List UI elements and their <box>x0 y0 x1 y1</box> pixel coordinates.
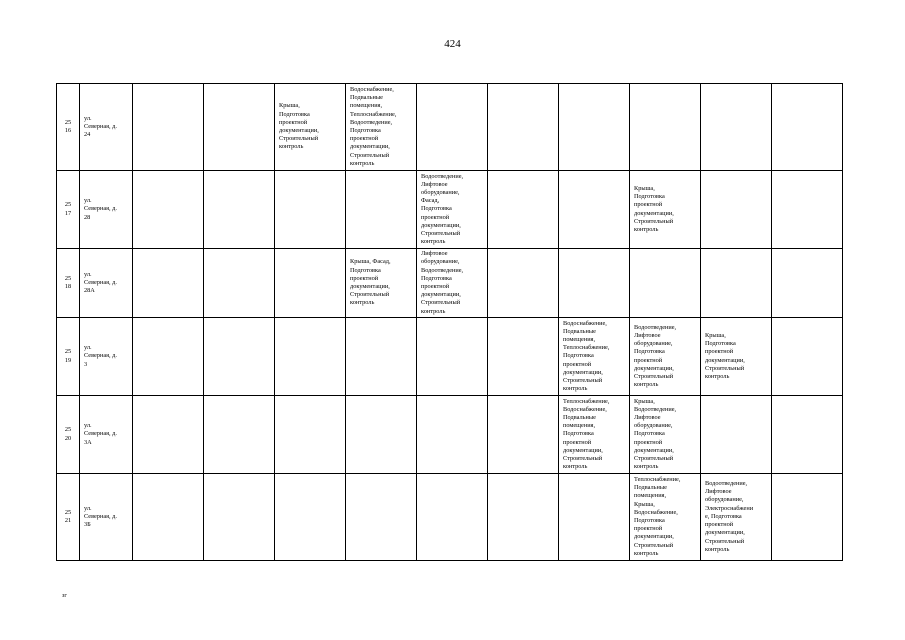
row-number-cell <box>57 474 80 561</box>
row-number-cell <box>57 318 80 396</box>
row-number: 25 21 <box>64 508 72 524</box>
row-number: 25 17 <box>64 201 72 217</box>
address-text: ул. Северная, д. 24 <box>84 114 117 139</box>
works-cell <box>133 84 204 171</box>
works-text: Крыша, Фасад, Подготовка проектной документации, Строительный контроль <box>350 258 391 307</box>
works-cell <box>772 249 843 318</box>
works-cell <box>417 396 488 474</box>
address-cell <box>80 474 133 561</box>
table-row <box>57 249 843 318</box>
address-cell <box>80 318 133 396</box>
works-cell <box>133 396 204 474</box>
works-cell <box>204 249 275 318</box>
works-cell <box>701 318 772 396</box>
address-cell <box>80 84 133 171</box>
works-cell <box>701 171 772 249</box>
table-row <box>57 396 843 474</box>
works-cell <box>275 318 346 396</box>
works-cell <box>133 318 204 396</box>
address-text: ул. Северная, д. 28 <box>84 197 117 221</box>
address-text: ул. Северная, д. 28А <box>84 270 117 295</box>
works-cell <box>133 249 204 318</box>
works-cell <box>346 474 417 561</box>
works-cell <box>275 396 346 474</box>
address-text: ул. Северная, д. 3А <box>84 422 117 446</box>
works-cell <box>701 474 772 561</box>
works-cell <box>346 318 417 396</box>
works-cell <box>488 474 559 561</box>
works-text: Теплоснабжение, Подвальные помещения, Крыша, Водоснабжение, Подготовка проектной документации, Строительный контроль <box>634 475 681 557</box>
works-cell <box>630 474 701 561</box>
works-cell <box>772 474 843 561</box>
works-cell <box>559 318 630 396</box>
works-text: Водоотведение, Лифтовое оборудование, Фасад, Подготовка проектной документации, Строительный контроль <box>421 172 464 246</box>
works-cell <box>630 171 701 249</box>
works-cell <box>346 171 417 249</box>
footer-note: зг <box>62 593 67 599</box>
works-cell <box>133 474 204 561</box>
works-cell <box>204 84 275 171</box>
works-cell <box>204 171 275 249</box>
works-cell <box>630 249 701 318</box>
row-number: 25 19 <box>64 348 72 364</box>
address-cell <box>80 396 133 474</box>
table-row <box>57 171 843 249</box>
address-text: ул. Северная, д. 3Б <box>84 504 117 529</box>
works-cell <box>559 249 630 318</box>
works-cell <box>559 171 630 249</box>
works-cell <box>772 396 843 474</box>
works-cell <box>417 171 488 249</box>
works-cell <box>346 396 417 474</box>
works-cell <box>346 84 417 171</box>
works-cell <box>630 318 701 396</box>
row-number-cell <box>57 84 80 171</box>
works-cell <box>488 396 559 474</box>
works-cell <box>275 84 346 171</box>
address-cell <box>80 171 133 249</box>
works-cell <box>417 474 488 561</box>
works-cell <box>559 84 630 171</box>
works-cell <box>204 318 275 396</box>
works-text: Водоотведение, Лифтовое оборудование, Подготовка проектной документации, Строительный контроль <box>634 323 677 389</box>
works-cell <box>772 318 843 396</box>
works-cell <box>559 396 630 474</box>
works-cell <box>630 396 701 474</box>
works-cell <box>133 171 204 249</box>
works-cell <box>275 249 346 318</box>
works-cell <box>275 171 346 249</box>
works-cell <box>204 396 275 474</box>
works-text: Крыша, Подготовка проектной документации, Строительный контроль <box>279 102 319 151</box>
works-cell <box>701 249 772 318</box>
works-text: Крыша, Подготовка проектной документации, Строительный контроль <box>634 184 674 233</box>
works-cell <box>772 171 843 249</box>
works-text: Крыша, Подготовка проектной документации, Строительный контроль <box>705 331 745 380</box>
row-number-cell <box>57 171 80 249</box>
works-text: Водоснабжение, Подвальные помещения, Теплоснабжение, Подготовка проектной документации, Строительный контроль <box>563 319 610 393</box>
address-cell <box>80 249 133 318</box>
works-text: Теплоснабжение, Водоснабжение, Подвальные помещения, Подготовка проектной документации, Строительный контроль <box>563 397 610 471</box>
works-cell <box>204 474 275 561</box>
row-number: 25 18 <box>64 274 72 290</box>
works-cell <box>772 84 843 171</box>
table-row <box>57 318 843 396</box>
works-cell <box>275 474 346 561</box>
row-number-cell <box>57 249 80 318</box>
works-cell <box>559 474 630 561</box>
works-text: Лифтовое оборудование, Водоотведение, Подготовка проектной документации, Строительный контроль <box>421 250 464 315</box>
works-cell <box>488 318 559 396</box>
works-cell <box>488 249 559 318</box>
row-number: 25 16 <box>64 118 72 134</box>
works-text: Водоотведение, Лифтовое оборудование, Электроснабжени е, Подготовка проектной документации, Строительный контроль <box>705 480 754 553</box>
works-cell <box>417 249 488 318</box>
address-text: ул. Северная, д. 3 <box>84 344 117 368</box>
works-cell <box>701 396 772 474</box>
works-cell <box>346 249 417 318</box>
capital-repair-table <box>56 83 843 561</box>
table-row <box>57 84 843 171</box>
works-cell <box>417 84 488 171</box>
row-number: 25 20 <box>64 426 72 442</box>
works-cell <box>488 171 559 249</box>
works-cell <box>417 318 488 396</box>
table-row <box>57 474 843 561</box>
works-cell <box>701 84 772 171</box>
page-number: 424 <box>444 38 461 50</box>
works-text: Крыша, Водоотведение, Лифтовое оборудование, Подготовка проектной документации, Строительный контроль <box>634 397 677 471</box>
works-text: Водоснабжение, Подвальные помещения, Теплоснабжение, Водоотведение, Подготовка проектной документации, Строительный контроль <box>350 85 397 167</box>
works-cell <box>630 84 701 171</box>
works-cell <box>488 84 559 171</box>
row-number-cell <box>57 396 80 474</box>
